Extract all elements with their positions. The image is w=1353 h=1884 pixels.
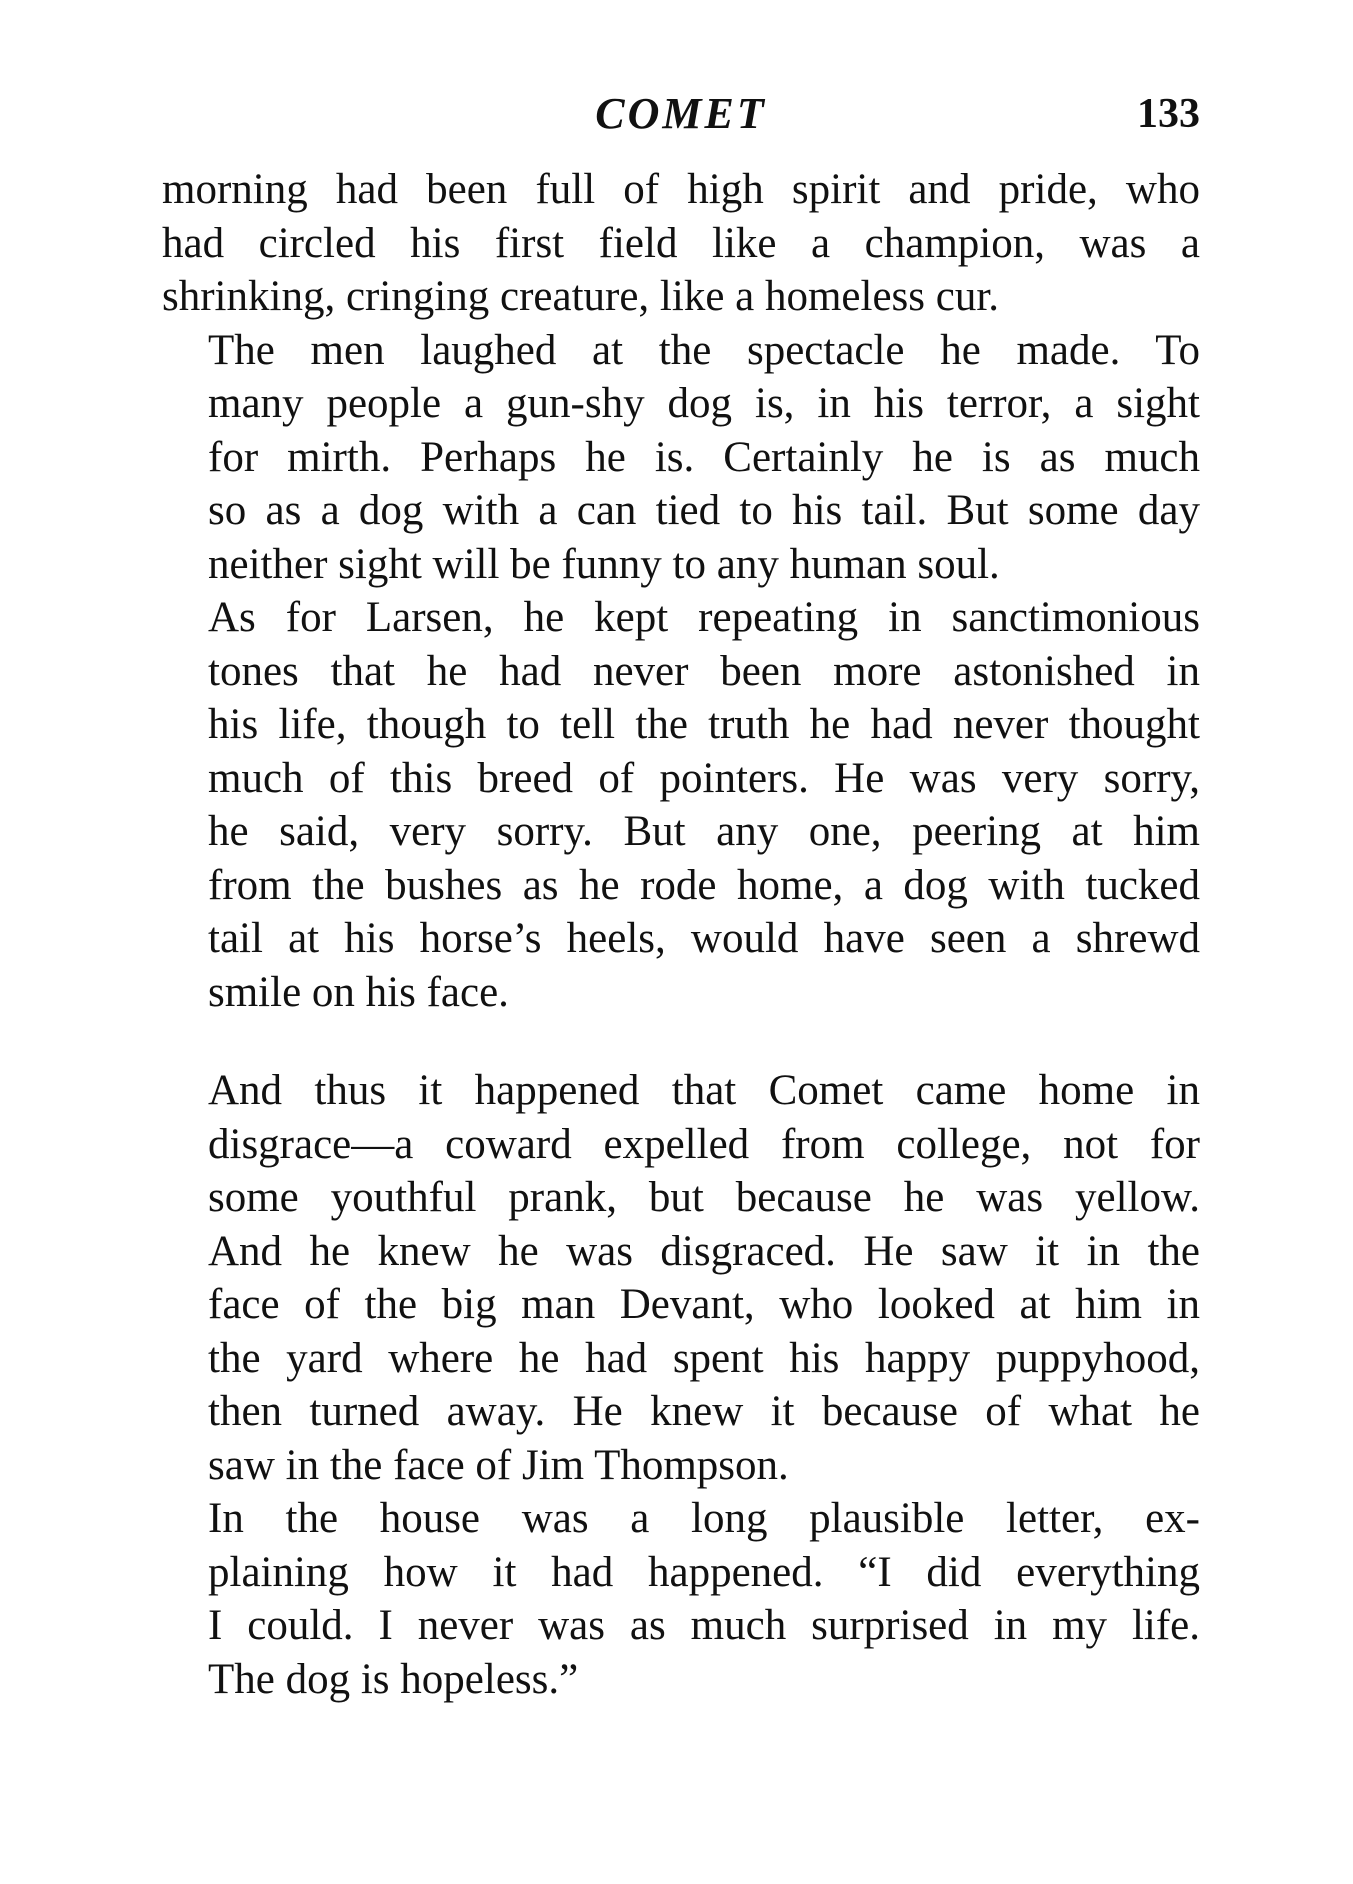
- text-line: And thus it happened that Comet came home in: [208, 1067, 1200, 1114]
- text-line: shrinking, cringing creature, like a homeless cur.: [162, 273, 1000, 320]
- text-line: his life, though to tell the truth he had never thought: [208, 701, 1200, 748]
- text-line: then turned away. He knew it because of what he: [208, 1388, 1200, 1435]
- text-line: disgrace—a coward expelled from college, not for: [208, 1120, 1200, 1168]
- text-line: from the bushes as he rode home, a dog with tucked: [208, 861, 1200, 909]
- running-title: COMET: [595, 89, 767, 138]
- text-line: the yard where he had spent his happy puppyhood,: [208, 1334, 1200, 1382]
- text-line: so as a dog with a can tied to his tail. But some day: [208, 487, 1200, 534]
- text-line: saw in the face of Jim Thompson.: [208, 1441, 789, 1489]
- text-line: many people a gun-shy dog is, in his terror, a sight: [208, 380, 1200, 427]
- text-line: I could. I never was as much surprised in my life.: [208, 1602, 1200, 1649]
- text-line: plaining how it had happened. “I did everything: [208, 1548, 1200, 1596]
- text-line: smile on his face.: [208, 968, 509, 1016]
- text-line: In the house was a long plausible letter, ex-: [208, 1495, 1200, 1542]
- page-number: 133: [1137, 91, 1200, 137]
- text-line: As for Larsen, he kept repeating in sanctimonious: [208, 594, 1200, 641]
- paragraph-5: [162, 1492, 1200, 1706]
- text-block-upper: [162, 163, 1200, 1019]
- paragraph-3: [162, 591, 1200, 1019]
- text-line: tail at his horse’s heels, would have seen a shrewd: [208, 915, 1200, 962]
- paragraph-1: [162, 163, 1200, 324]
- paragraph-4: [162, 1064, 1200, 1492]
- text-line: for mirth. Perhaps he is. Certainly he is as much: [208, 433, 1200, 481]
- text-line: had circled his first field like a champion, was a: [162, 219, 1200, 267]
- text-line: neither sight will be funny to any human soul.: [208, 540, 1000, 588]
- page-header: [162, 84, 1200, 144]
- text-line: morning had been full of high spirit and pride, who: [162, 166, 1200, 213]
- text-line: much of this breed of pointers. He was very sorry,: [208, 754, 1200, 802]
- text-line: The men laughed at the spectacle he made. To: [208, 326, 1200, 374]
- text-block-lower: [162, 1064, 1200, 1706]
- text-line: The dog is hopeless.”: [208, 1655, 579, 1703]
- paragraph-2: [162, 324, 1200, 592]
- text-line: some youthful prank, but because he was yellow.: [208, 1174, 1200, 1221]
- text-line: tones that he had never been more astonished in: [208, 647, 1200, 695]
- text-line: he said, very sorry. But any one, peering at him: [208, 808, 1200, 855]
- text-line: face of the big man Devant, who looked at him in: [208, 1281, 1200, 1328]
- text-line: And he knew he was disgraced. He saw it in the: [208, 1227, 1200, 1275]
